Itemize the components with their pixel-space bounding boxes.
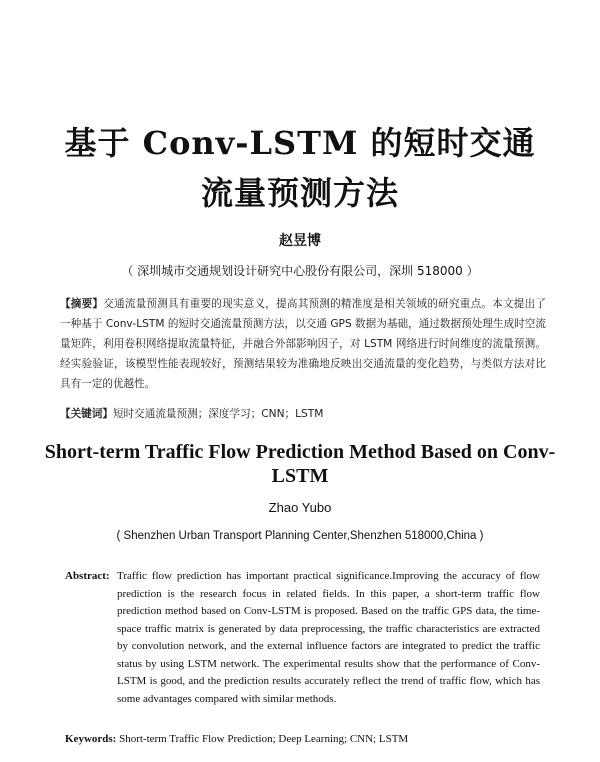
english-title: Short-term Traffic Flow Prediction Method Based on Conv-LSTM: [44, 441, 556, 487]
chinese-keywords: [60, 404, 546, 424]
english-author: Zhao Yubo: [268, 500, 332, 515]
chinese-title-line-1: 基于 Conv-LSTM 的短时交通: [64, 124, 536, 162]
chinese-abstract-text: 交通流量预测具有重要的现实意义，提高其预测的精准度是相关领域的研究重点。本文提出了一种基于 Conv-LSTM 的短时交通流量预测方法，以交通 GPS 数据为基础，通过数据预处理生成时空流量矩阵，利用卷积网络提取流量特征，并融合外部影响因子，对 LSTM 网络进行时间维度的流量预测。经实验验证，该模型性能表现较好，预测结果较为准确地反映出交通流量的变化趋势，与类似方法对比具有一定的优越性。: [60, 298, 546, 390]
chinese-author: 赵昱博: [279, 233, 321, 249]
english-keywords: [65, 731, 540, 748]
chinese-abstract-label: 【摘要】: [60, 298, 104, 310]
english-abstract-label: Abstract:: [65, 570, 110, 582]
chinese-keywords-text: 短时交通流量预测；深度学习；CNN；LSTM: [112, 408, 324, 420]
english-abstract: [65, 568, 540, 708]
chinese-affiliation: （ 深圳城市交通规划设计研究中心股份有限公司，深圳 518000 ）: [121, 264, 479, 278]
english-abstract-text: Traffic flow prediction has important practical significance.Improving the accuracy of flow prediction is the research focus in related fields. In this paper, a short-term traffic flow prediction method based on Conv-LSTM is proposed. Based on the traffic GPS data, the time-space traffic matrix is generated by data preprocessing, the traffic characteristics are extracted by convolution network, and the external influence factors are integrated to predict the traffic status by using LSTM network. The experimental results show that the performance of Conv-LSTM is good, and the prediction results accurately reflect the trend of traffic flow, which has some advantages compared with similar methods.: [117, 570, 540, 705]
chinese-abstract: [60, 294, 546, 394]
english-keywords-label: Keywords:: [65, 733, 117, 745]
english-affiliation: ( Shenzhen Urban Transport Planning Center,Shenzhen 518000,China ): [116, 530, 484, 542]
chinese-keywords-label: 【关键词】: [60, 408, 113, 420]
english-keywords-text: Short-term Traffic Flow Prediction; Deep Learning; CNN; LSTM: [119, 733, 409, 745]
chinese-title-line-2: 流量预测方法: [200, 174, 399, 212]
